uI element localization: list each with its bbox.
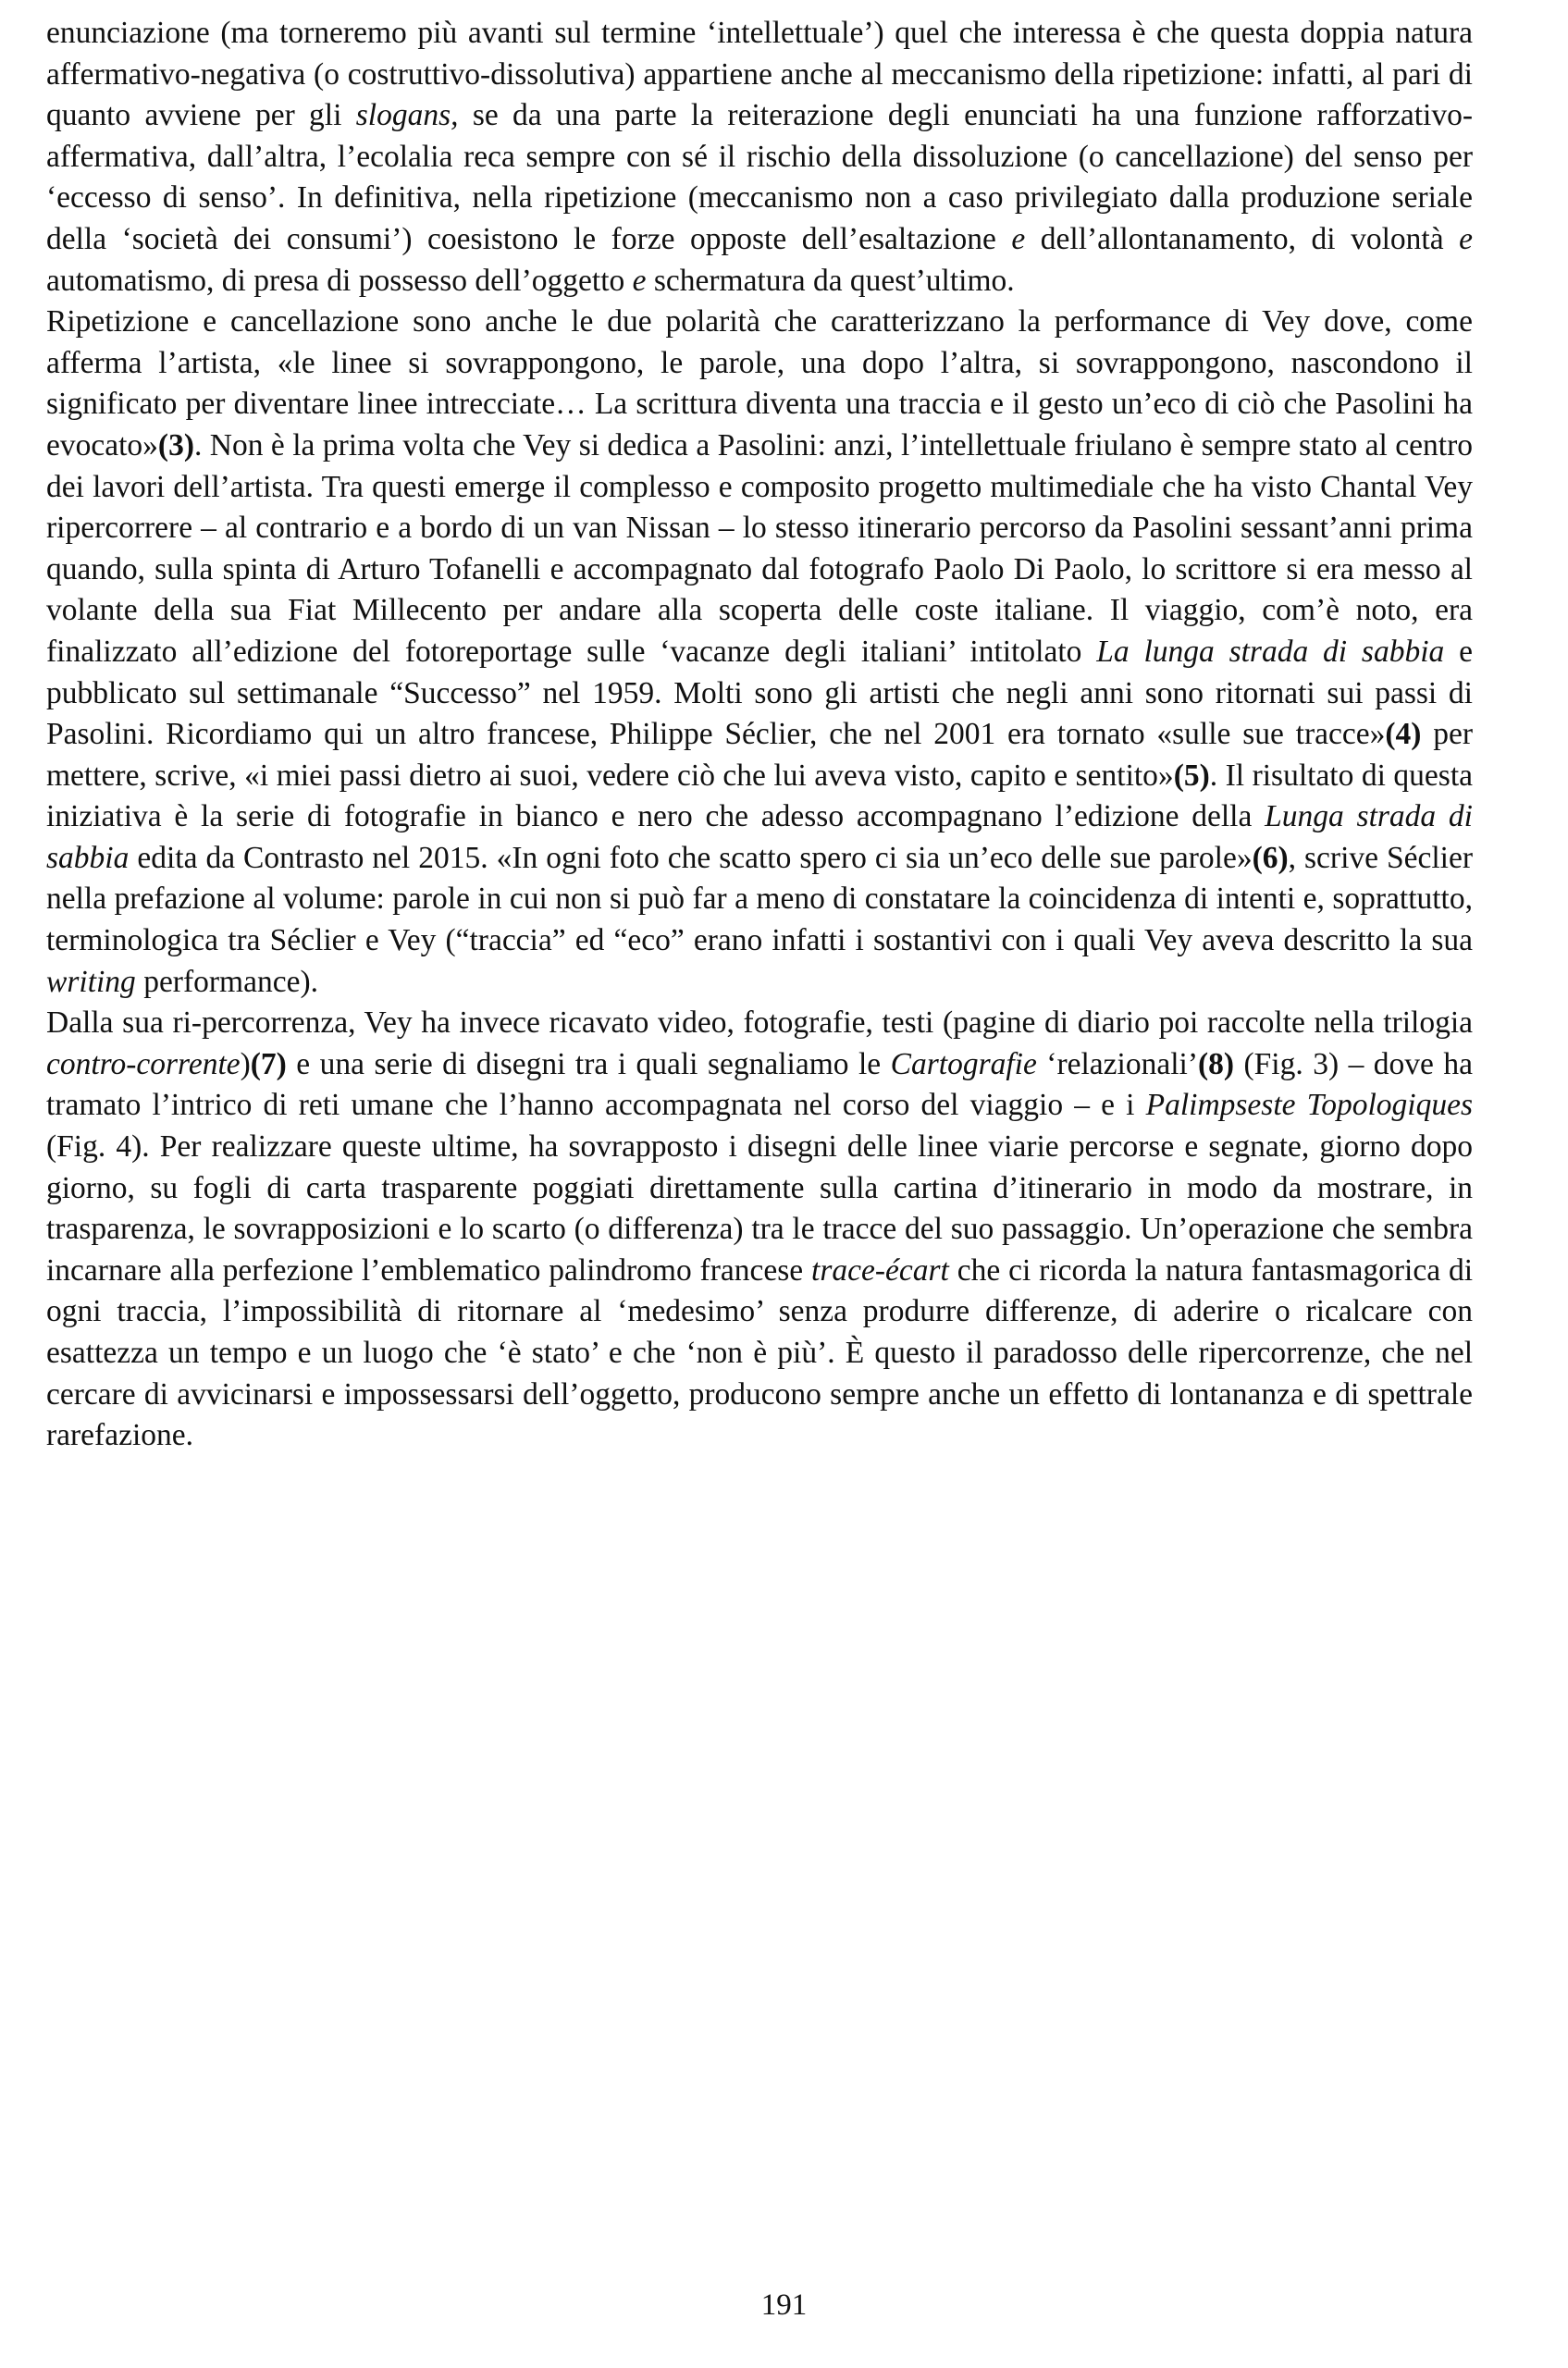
italic-run: e	[632, 263, 647, 298]
text-run: schermatura da quest’ultimo.	[646, 263, 1015, 298]
text-run: , scrive Séclier nella prefazione al volume: parole in cui non si può far a meno di constatare la coincidenza di intenti e, soprattutto, terminologica tra Séclier e Vey (“traccia” ed “eco” erano infatti i sostantivi con i quali Vey aveva descritto la sua	[46, 840, 1473, 958]
text-run: . Non è la prima volta che Vey si dedica a Pasolini: anzi, l’intellettuale friulano è sempre stato al centro dei lavori dell’artista. Tra questi emerge il complesso e composito progetto multimediale che ha visto Chantal Vey ripercorrere – al contrario e a bordo di un van Nissan – lo stesso itinerario percorso da Pasolini sessant’anni prima quando, sulla spinta di Arturo Tofanelli e accompagnato dal fotografo Paolo Di Paolo, lo scrittore si era messo al volante della sua Fiat Millecento per andare alla scoperta delle coste italiane. Il viaggio, com’è noto, era finalizzato all’edizione del fotoreportage sulle ‘vacanze degli italiani’ intitolato	[46, 427, 1473, 669]
text-run: (Fig. 4). Per realizzare queste ultime, ha sovrapposto i disegni delle linee viarie percorse e segnate, giorno dopo giorno, su fogli di carta trasparente poggiati direttamente sulla cartina d’itinerario in modo da mostrare, in trasparenza, le sovrapposizioni e lo scarto (o differenza) tra le tracce del suo passaggio. Un’operazione che sembra incarnare alla perfezione l’emblematico palindromo francese	[46, 1129, 1473, 1288]
text-run: e una serie di disegni tra i quali segnaliamo le	[286, 1046, 891, 1081]
footnote-ref: (4)	[1385, 717, 1422, 752]
footnote-ref: (8)	[1197, 1046, 1235, 1081]
italic-run: e	[1459, 221, 1473, 256]
text-run: ‘relazionali’	[1036, 1046, 1198, 1081]
italic-run: La lunga strada di sabbia	[1096, 634, 1445, 669]
italic-run: trace-écart	[811, 1252, 949, 1288]
text-run: per mettere, scrive, «i miei passi dietro ai suoi, vedere ciò che lui aveva visto, capito e sentito»	[46, 717, 1473, 793]
page-number: 191	[760, 2288, 808, 2322]
paragraph	[46, 13, 1473, 302]
text-run: che ci ricorda la natura fantasmagorica di ogni traccia, l’impossibilità di ritornare al ‘medesimo’ senza produrre differenze, di aderire o ricalcare con esattezza un tempo e un luogo che ‘è stato’ e che ‘non è più’. È questo il paradosso delle ripercorrenze, che nel cercare di avvicinarsi e impossessarsi dell’oggetto, producono sempre anche un effetto di lontananza e di spettrale rarefazione.	[46, 1252, 1473, 1453]
text-run: )	[240, 1046, 251, 1081]
text-run: se da una parte la reiterazione degli enunciati ha una funzione rafforzativo-affermativa, dall’altra, l’ecolalia reca sempre con sé il rischio della dissoluzione (o cancellazione) del senso per ‘eccesso di senso’. In definitiva, nella ripetizione (meccanismo non a caso privilegiato dalla produzione seriale della ‘società dei consumi’) coesistono le forze opposte dell’esaltazione	[46, 98, 1473, 256]
text-run: dell’allontanamento, di volontà	[1025, 221, 1460, 256]
italic-run: writing	[46, 964, 136, 999]
text-run: automatismo, di presa di possesso dell’oggetto	[46, 263, 633, 298]
text-run: performance).	[135, 964, 318, 999]
italic-run: Lunga strada di sabbia	[46, 799, 1473, 875]
paragraph	[46, 302, 1473, 1003]
text-run: enunciazione (ma torneremo più avanti sul termine ‘intellettuale’) quel che interessa è che questa doppia natura affermativo-negativa (o costruttivo-dissolutiva) appartiene anche al meccanismo della ripetizione: infatti, al pari di quanto avviene per gli	[46, 16, 1473, 133]
italic-run: slogans,	[355, 98, 459, 133]
footnote-ref: (7)	[250, 1046, 287, 1081]
italic-run: e	[1011, 221, 1026, 256]
page-body	[46, 13, 1473, 1457]
italic-run: contro-corrente	[46, 1046, 241, 1081]
footnote-ref: (6)	[1252, 840, 1289, 875]
text-run: . Il risultato di questa iniziativa è la serie di fotografie in bianco e nero che adesso accompagnano l’edizione della	[46, 758, 1473, 834]
text-run: edita da Contrasto nel 2015. «In ogni foto che scatto spero ci sia un’eco delle sue parole»	[129, 840, 1253, 875]
footnote-ref: (5)	[1173, 758, 1210, 793]
footnote-ref: (3)	[157, 427, 194, 462]
italic-run: Cartografie	[890, 1046, 1037, 1081]
text-run: Ripetizione e cancellazione sono anche le due polarità che caratterizzano la performance di Vey dove, come afferma l’artista, «le linee si sovrappongono, le parole, una dopo l’altra, si sovrappongono, nascondono il significato per diventare linee intrecciate… La scrittura diventa una traccia e il gesto un’eco di ciò che Pasolini ha evocato»	[46, 304, 1473, 462]
italic-run: Palimpseste Topologiques	[1145, 1088, 1473, 1123]
text-run: e pubblicato sul settimanale “Successo” nel 1959. Molti sono gli artisti che negli anni sono ritornati sui passi di Pasolini. Ricordiamo qui un altro francese, Philippe Séclier, che nel 2001 era tornato «sulle sue tracce»	[46, 634, 1473, 752]
paragraph	[46, 1003, 1473, 1457]
text-run: Dalla sua ri-percorrenza, Vey ha invece ricavato video, fotografie, testi (pagine di diario poi raccolte nella trilogia	[46, 1005, 1473, 1041]
text-run: (Fig. 3) – dove ha tramato l’intrico di reti umane che l’hanno accompagnata nel corso del viaggio – e i	[46, 1046, 1473, 1123]
